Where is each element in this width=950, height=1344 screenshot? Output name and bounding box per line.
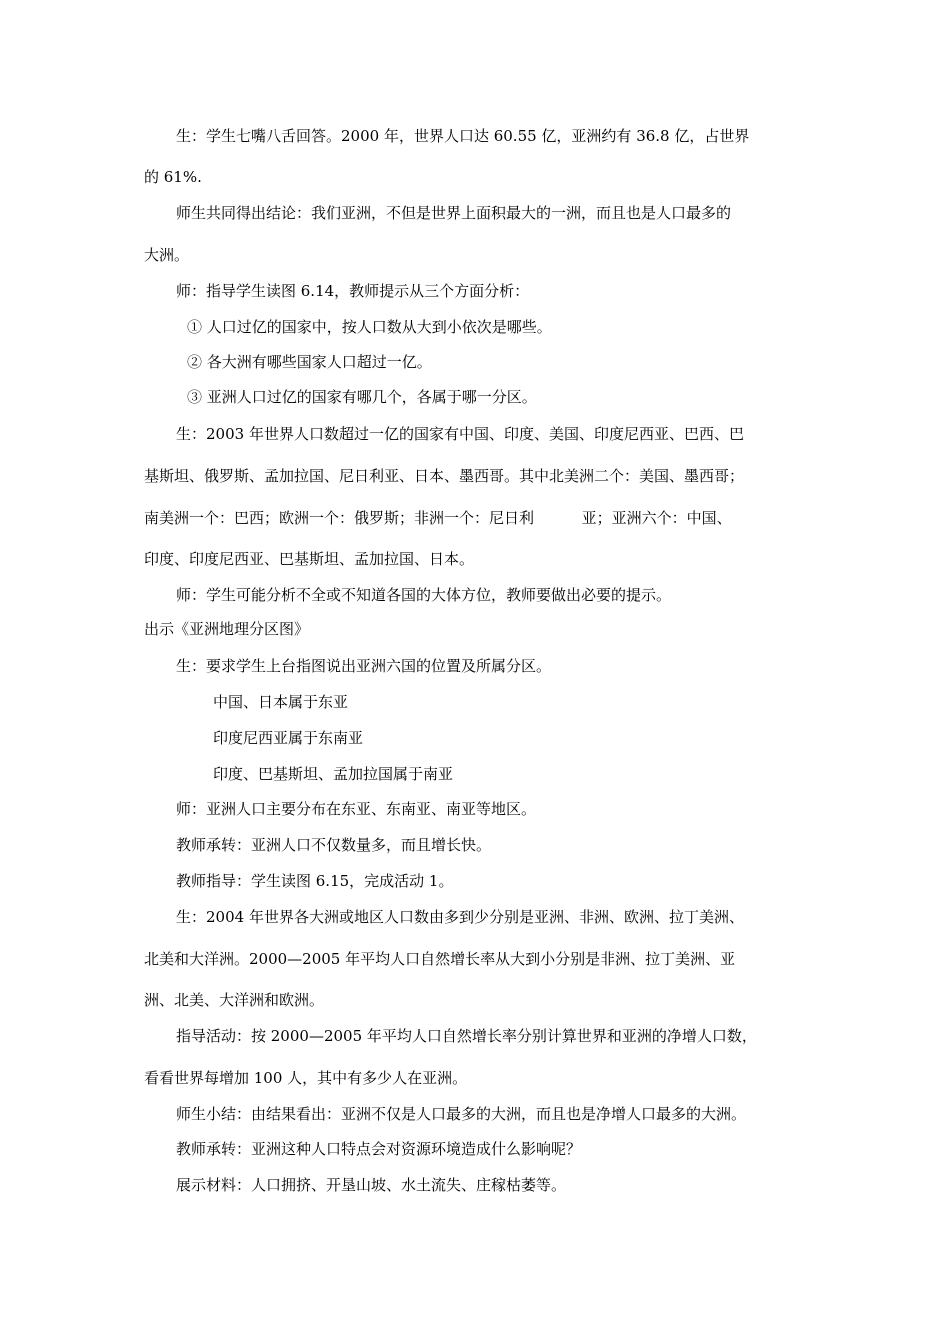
list-item: ② 各大洲有哪些国家人口超过一亿。 — [187, 353, 432, 371]
text-line: 师：学生可能分析不全或不知道各国的大体方位，教师要做出必要的提示。 — [176, 586, 672, 604]
text-line: 印度、巴基斯坦、孟加拉国属于南亚 — [213, 765, 454, 783]
text-line: 印度、印度尼西亚、巴基斯坦、孟加拉国、日本。 — [144, 550, 475, 568]
text-line: 师：亚洲人口主要分布在东亚、东南亚、南亚等地区。 — [176, 800, 537, 818]
text-line: 教师承转：亚洲这种人口特点会对资源环境造成什么影响呢？ — [176, 1140, 582, 1158]
text-line: 师：指导学生读图 6.14，教师提示从三个方面分析： — [176, 282, 530, 300]
text-line: 生：要求学生上台指图说出亚洲六国的位置及所属分区。 — [176, 657, 552, 675]
text-line: 指导活动：按 2000—2005 年平均人口自然增长率分别计算世界和亚洲的净增人口数， — [176, 1027, 757, 1045]
text-line: 南美洲一个：巴西；欧洲一个：俄罗斯；非洲一个：尼日利 亚；亚洲六个：中国、 — [144, 509, 732, 527]
list-item: ① 人口过亿的国家中，按人口数从大到小依次是哪些。 — [187, 318, 552, 336]
text-line: 的 61%. — [144, 168, 202, 186]
text-line: 北美和大洋洲。2000—2005 年平均人口自然增长率从大到小分别是非洲、拉丁美洲、亚 — [144, 950, 736, 968]
text-line: 生：2003 年世界人口数超过一亿的国家有中国、印度、美国、印度尼西亚、巴西、巴 — [176, 425, 744, 443]
text-line: 教师承转：亚洲人口不仅数量多，而且增长快。 — [176, 836, 492, 854]
text-line: 看看世界每增加 100 人，其中有多少人在亚洲。 — [144, 1069, 468, 1087]
text-line: 生：学生七嘴八舌回答。2000 年，世界人口达 60.55 亿，亚洲约有 36.8 亿，占世界 — [176, 127, 750, 145]
text-line: 教师指导：学生读图 6.15，完成活动 1。 — [176, 872, 454, 890]
text-line: 印度尼西亚属于东南亚 — [213, 729, 364, 747]
text-line: 大洲。 — [144, 246, 190, 264]
text-line: 师生共同得出结论：我们亚洲，不但是世界上面积最大的一洲，而且也是人口最多的 — [176, 204, 732, 222]
text-line: 展示材料：人口拥挤、开垦山坡、水土流失、庄稼枯萎等。 — [176, 1176, 567, 1194]
text-line: 基斯坦、俄罗斯、孟加拉国、尼日利亚、日本、墨西哥。其中北美洲二个：美国、墨西哥； — [144, 467, 745, 485]
list-item: ③ 亚洲人口过亿的国家有哪几个，各属于哪一分区。 — [187, 388, 537, 406]
text-line: 中国、日本属于东亚 — [213, 693, 349, 711]
text-line: 生：2004 年世界各大洲或地区人口数由多到少分别是亚洲、非洲、欧洲、拉丁美洲、 — [176, 908, 744, 926]
text-line: 洲、北美、大洋洲和欧洲。 — [144, 991, 325, 1009]
text-line: 出示《亚洲地理分区图》 — [144, 620, 310, 638]
text-line: 师生小结：由结果看出：亚洲不仅是人口最多的大洲，而且也是净增人口最多的大洲。 — [176, 1105, 747, 1123]
